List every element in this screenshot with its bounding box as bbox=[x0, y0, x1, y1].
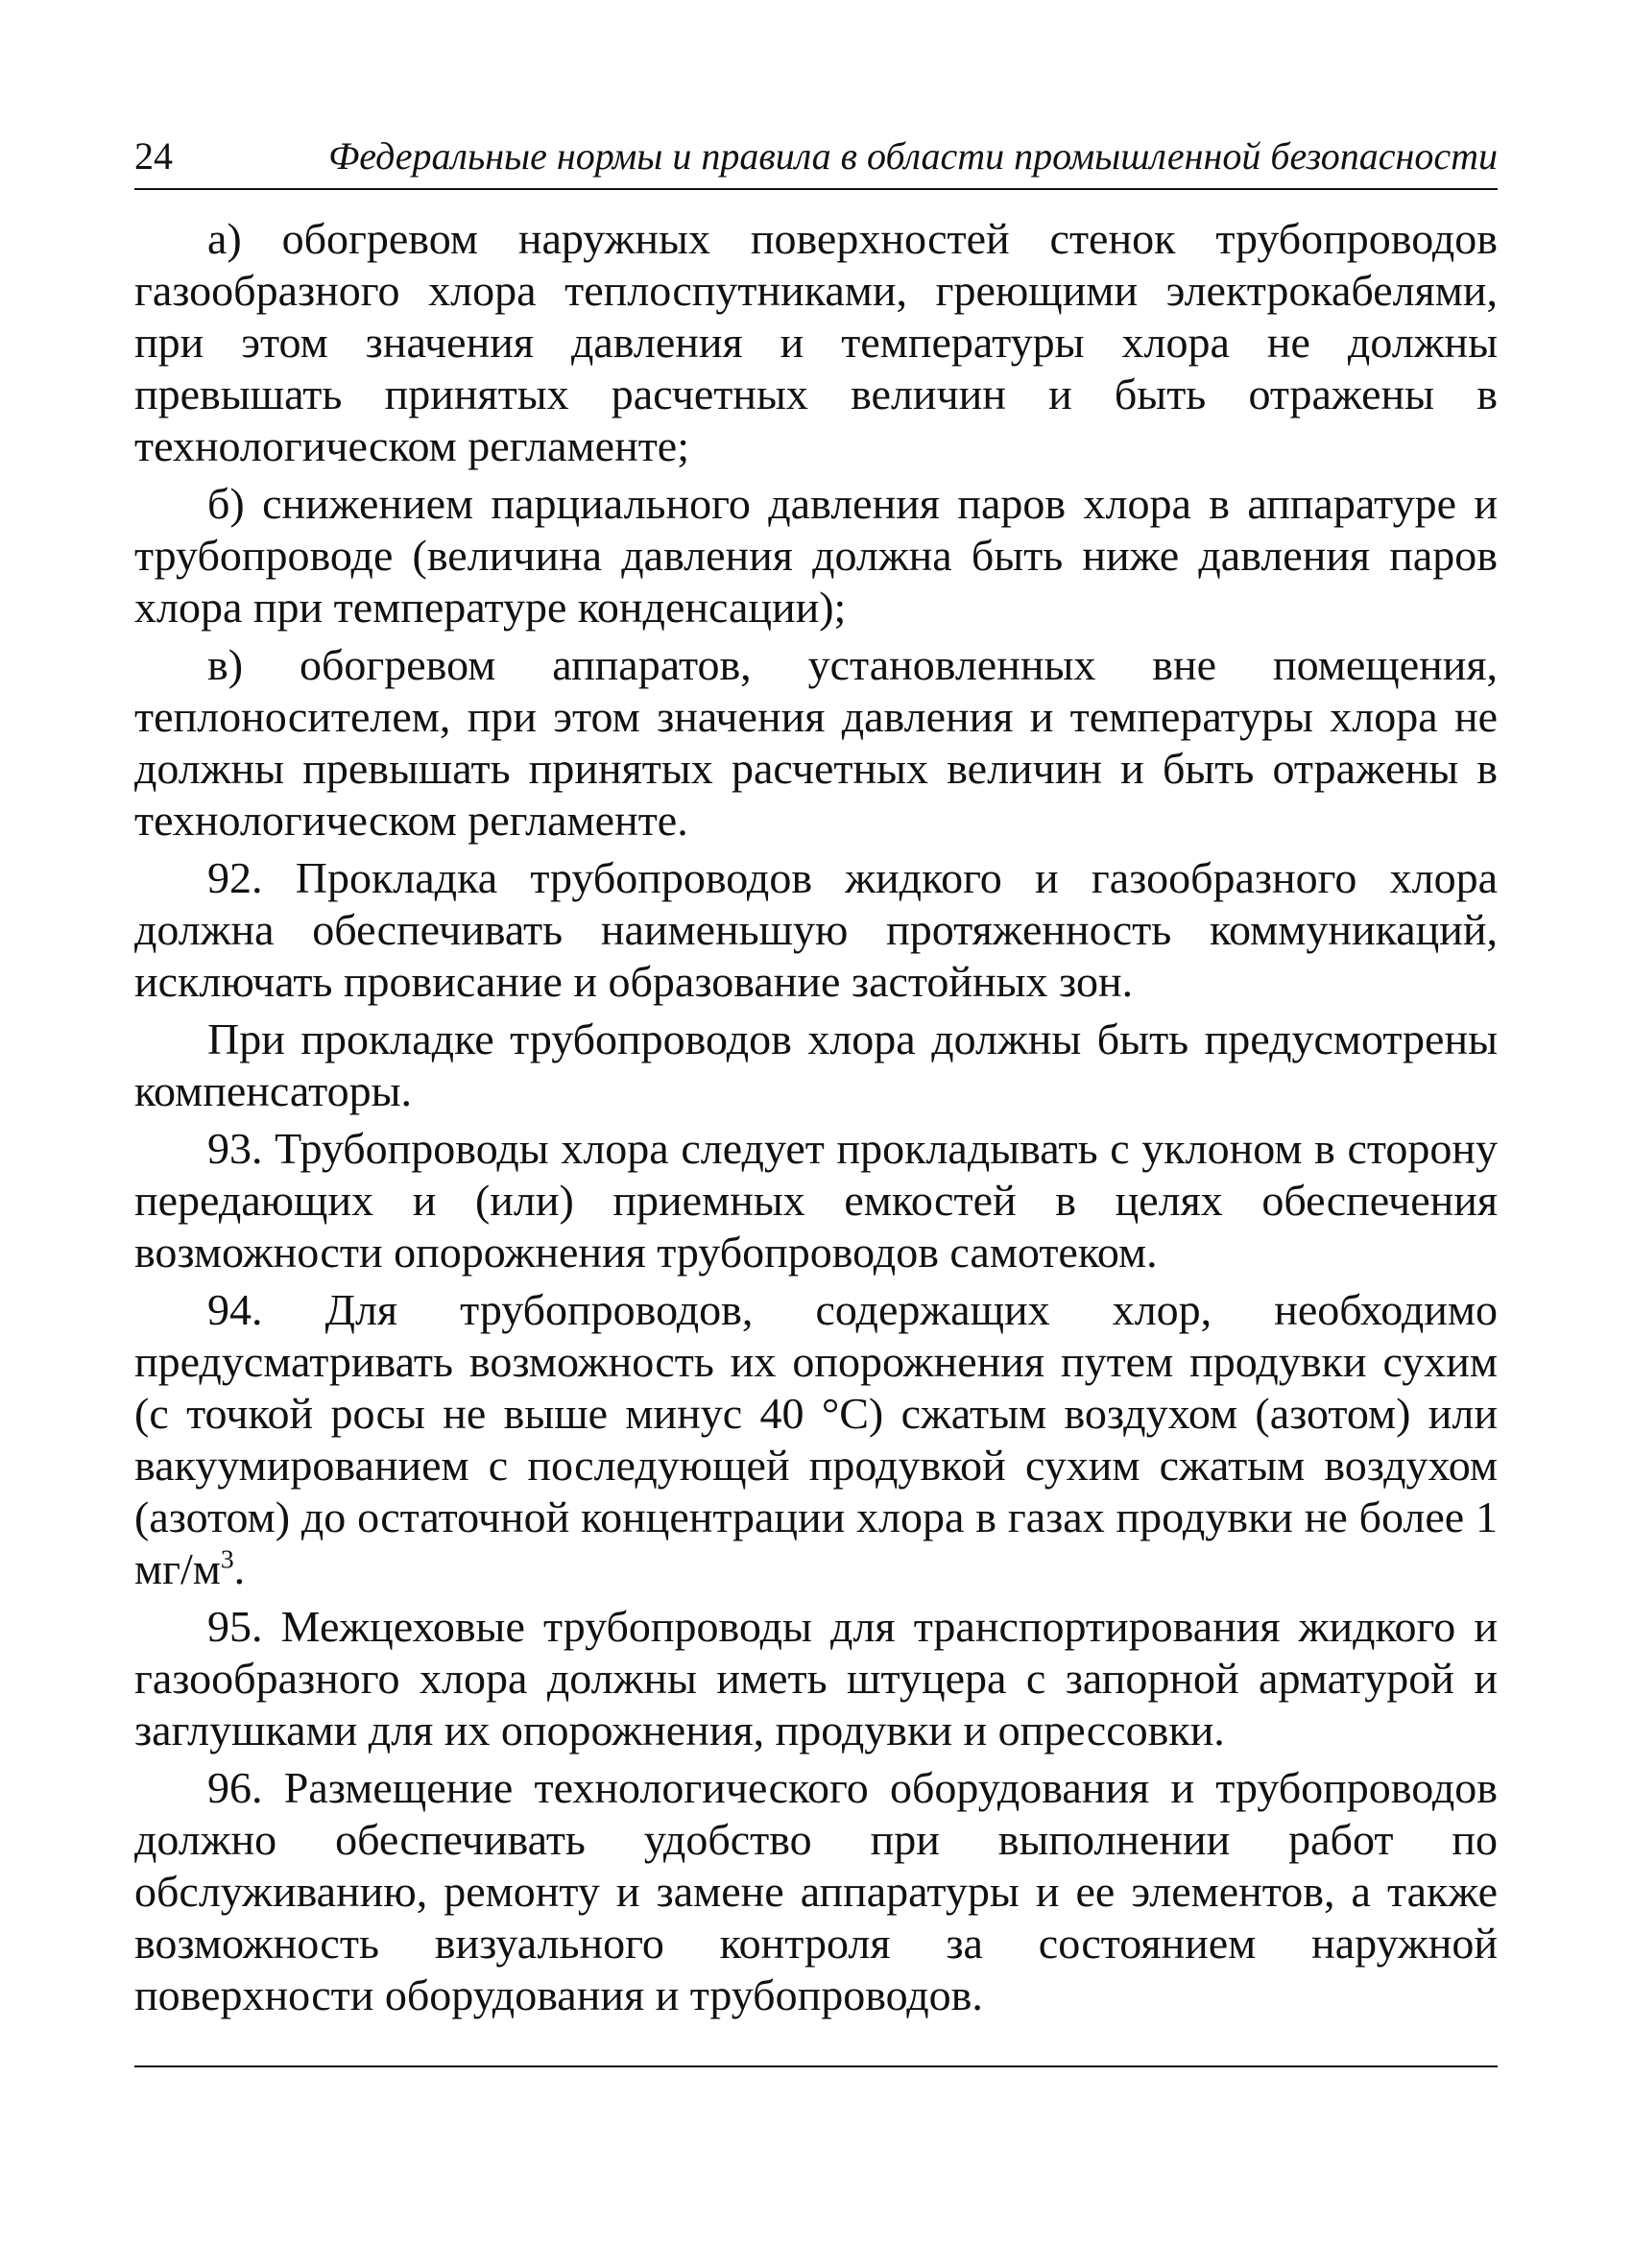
paragraph-a: а) обогревом наружных поверхностей стенок трубопроводов газообразного хлора теплоспутниками, греющими электрокабелями, при этом значения давления и температуры хлора не должны превышать принятых расчетных величин и быть отражены в технологическом регламенте; bbox=[134, 214, 1498, 470]
page-header bbox=[134, 125, 1498, 190]
paragraph-94-text: 94. Для трубопроводов, содержащих хлор, необходимо предусматривать возможность их опорожнения путем продувки сухим (с точкой росы не выше минус 40 °С) сжатым воздухом (азотом) или вакуумированием с последующей продувкой сухим сжатым воздухом (азотом) до остаточной концентрации хлора в газах продувки не более 1 мг/м bbox=[134, 1285, 1498, 1593]
paragraph-94-end: . bbox=[233, 1544, 246, 1593]
paragraph-92-compensators: При прокладке трубопроводов хлора должны быть предусмотрены компенсаторы. bbox=[134, 1015, 1498, 1115]
page-number: 24 bbox=[134, 134, 173, 178]
paragraph-95: 95. Межцеховые трубопроводы для транспортирования жидкого и газообразного хлора должны иметь штуцера с запорной арматурой и заглушками для их опорожнения, продувки и опрессовки. bbox=[134, 1602, 1498, 1755]
paragraph-93: 93. Трубопроводы хлора следует прокладывать с уклоном в сторону передающих и (или) приемных емкостей в целях обеспечения возможности опорожнения трубопроводов самотеком. bbox=[134, 1124, 1498, 1277]
bottom-rule bbox=[134, 2065, 1498, 2067]
paragraph-92: 92. Прокладка трубопроводов жидкого и газообразного хлора должна обеспечивать наименьшую протяженность коммуникаций, исключать провисание и образование застойных зон. bbox=[134, 853, 1498, 1006]
paragraph-94 bbox=[134, 1284, 1498, 1595]
superscript-3: 3 bbox=[220, 1543, 234, 1574]
body-text bbox=[134, 213, 1498, 2021]
paragraph-b: б) снижением парциального давления паров хлора в аппаратуре и трубопроводе (величина давления должна быть ниже давления паров хлора при температуре конденсации); bbox=[134, 479, 1498, 632]
paragraph-96: 96. Размещение технологического оборудования и трубопроводов должно обеспечивать удобство при выполнении работ по обслуживанию, ремонту и замене аппаратуры и ее элементов, а также возможность визуального контроля за состоянием наружной поверхности оборудования и трубопроводов. bbox=[134, 1763, 1498, 2019]
running-title: Федеральные нормы и правила в области промышленной безопасности bbox=[328, 134, 1498, 178]
paragraph-v: в) обогревом аппаратов, установленных вне помещения, теплоносителем, при этом значения давления и температуры хлора не должны превышать принятых расчетных величин и быть отражены в технологическом регламенте. bbox=[134, 640, 1498, 845]
document-page bbox=[134, 125, 1498, 2027]
